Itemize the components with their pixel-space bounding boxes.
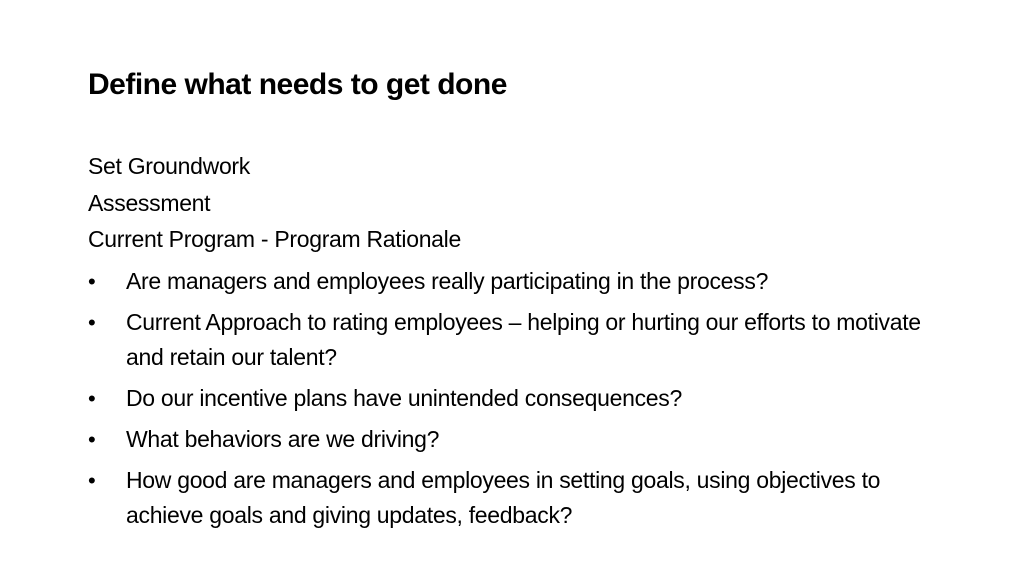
bullet-icon: • bbox=[88, 467, 96, 493]
bullet-icon: • bbox=[88, 426, 96, 452]
bullet-text: Current Approach to rating employees – helping or hurting our efforts to motivate and retain our talent? bbox=[126, 308, 921, 370]
bullet-list bbox=[88, 264, 948, 533]
bullet-item bbox=[88, 264, 948, 299]
text-line: Current Program - Program Rationale bbox=[88, 226, 461, 252]
bullet-icon: • bbox=[88, 385, 96, 411]
bullet-item bbox=[88, 305, 948, 375]
bullet-item bbox=[88, 381, 948, 416]
text-line: Set Groundwork bbox=[88, 153, 250, 179]
bullet-item bbox=[88, 463, 948, 533]
bullet-text: What behaviors are we driving? bbox=[126, 425, 440, 452]
bullet-text: How good are managers and employees in setting goals, using objectives to achieve goals and giving updates, feedback? bbox=[126, 466, 881, 528]
bullet-text: Are managers and employees really participating in the process? bbox=[126, 267, 769, 294]
bullet-icon: • bbox=[88, 309, 96, 335]
slide-body bbox=[88, 148, 948, 533]
text-line: Assessment bbox=[88, 189, 211, 216]
slide-title: Define what needs to get done bbox=[88, 68, 507, 101]
bullet-item bbox=[88, 422, 948, 457]
bullet-text: Do our incentive plans have unintended consequences? bbox=[126, 384, 682, 411]
bullet-icon: • bbox=[88, 268, 96, 294]
